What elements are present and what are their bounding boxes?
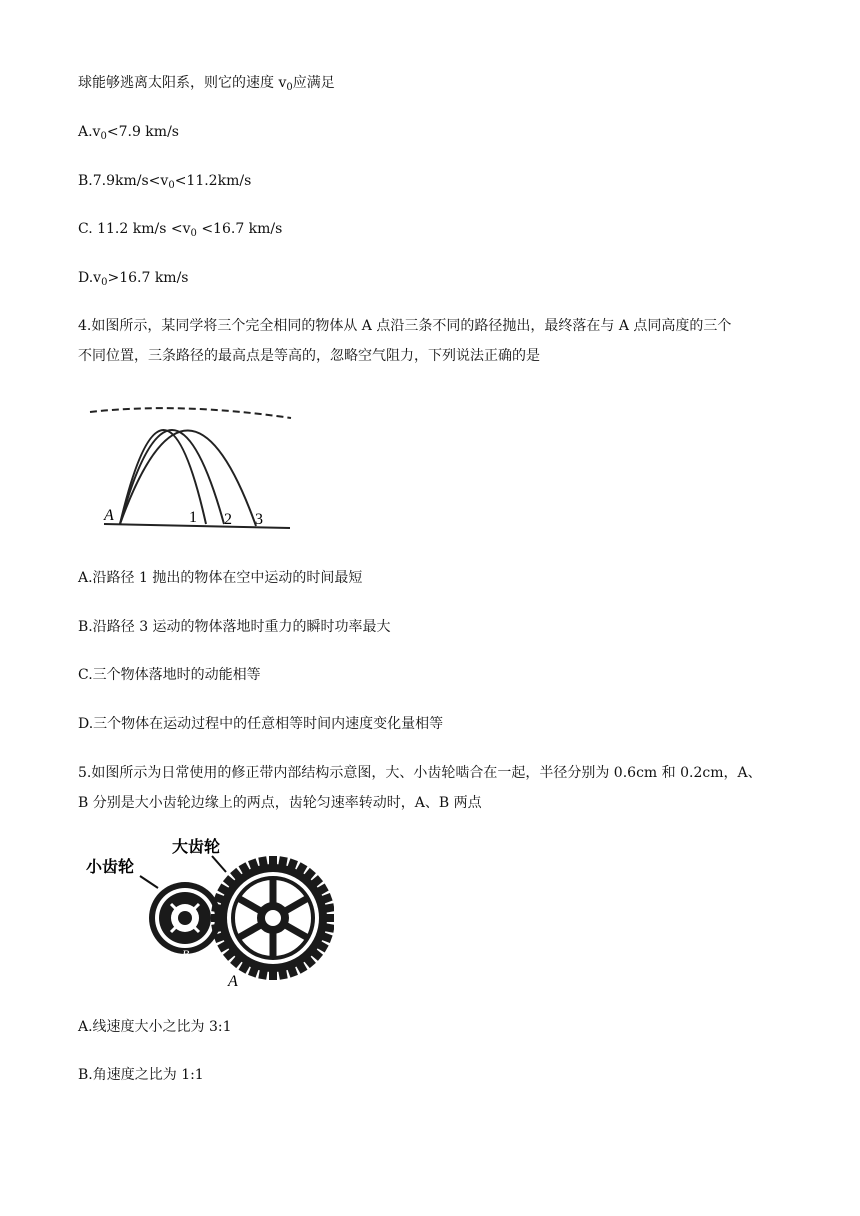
point-b-gear-label: B — [182, 947, 190, 961]
q3-option-a-post: <7.9 km/s — [106, 124, 179, 140]
q3-option-d-pre: D.v — [78, 270, 102, 286]
q3-option-b-post: <11.2km/s — [174, 173, 252, 189]
path-2-curve — [120, 430, 224, 524]
small-gear — [149, 882, 221, 954]
path-1-label: 1 — [189, 509, 197, 526]
q3-option-c-post: <16.7 km/s — [196, 221, 283, 237]
path-2-label: 2 — [224, 511, 232, 528]
q5-stem-line2: B 分别是大小齿轮边缘上的两点，齿轮匀速率转动时，A、B 两点 — [78, 795, 482, 811]
q4-stem-line2: 不同位置，三条路径的最高点是等高的，忽略空气阻力，下列说法正确的是 — [78, 348, 540, 364]
q4-option-a: A.沿路径 1 抛出的物体在空中运动的时间最短 — [78, 570, 363, 586]
q3-stem — [78, 73, 335, 98]
max-height-dashed-line — [90, 408, 291, 418]
q3-stem-text: 球能够逃离太阳系，则它的速度 v — [78, 75, 287, 91]
q3-option-a — [78, 122, 179, 147]
q3-option-d-post: >16.7 km/s — [107, 270, 189, 286]
big-gear — [211, 856, 334, 980]
q3-option-b-sub: 0 — [168, 180, 175, 191]
q4-stem-line1: 4.如图所示，某同学将三个完全相同的物体从 A 点沿三条不同的路径抛出，最终落在与 A 点同高度的三个 — [78, 318, 732, 334]
q3-stem-subscript: 0 — [286, 82, 293, 93]
q5-stem-line1: 5.如图所示为日常使用的修正带内部结构示意图，大、小齿轮啮合在一起，半径分别为 0.6cm 和 0.2cm，A、 — [78, 765, 762, 781]
q5-option-b: B.角速度之比为 1:1 — [78, 1067, 204, 1083]
q3-option-b — [78, 171, 251, 196]
path-3-label: 3 — [255, 511, 263, 528]
q3-option-c-sub: 0 — [190, 228, 197, 239]
q3-option-c — [78, 219, 282, 244]
q3-option-b-pre: B.7.9km/s<v — [78, 173, 169, 189]
gear-figure — [78, 830, 334, 990]
q3-option-a-sub: 0 — [100, 131, 107, 142]
q3-option-c-pre: C. 11.2 km/s <v — [78, 221, 191, 237]
point-a-gear-label: A — [228, 973, 238, 990]
q3-option-d-sub: 0 — [101, 277, 108, 288]
path-3-curve — [120, 430, 256, 526]
q4-option-b: B.沿路径 3 运动的物体落地时重力的瞬时功率最大 — [78, 619, 391, 635]
q3-option-a-pre: A.v — [78, 124, 101, 140]
q5-option-a: A.线速度大小之比为 3:1 — [78, 1019, 232, 1035]
small-gear-label: 小齿轮 — [86, 857, 135, 876]
q4-option-d: D.三个物体在运动过程中的任意相等时间内速度变化量相等 — [78, 716, 444, 732]
big-gear-pointer — [212, 856, 226, 872]
q3-stem-end: 应满足 — [292, 75, 335, 91]
small-gear-pointer — [140, 876, 158, 888]
projectile-paths-figure — [86, 400, 296, 536]
big-gear-label: 大齿轮 — [172, 837, 221, 856]
q4-option-c: C.三个物体落地时的动能相等 — [78, 667, 261, 683]
point-a-label: A — [104, 507, 114, 524]
q3-option-d — [78, 268, 188, 293]
